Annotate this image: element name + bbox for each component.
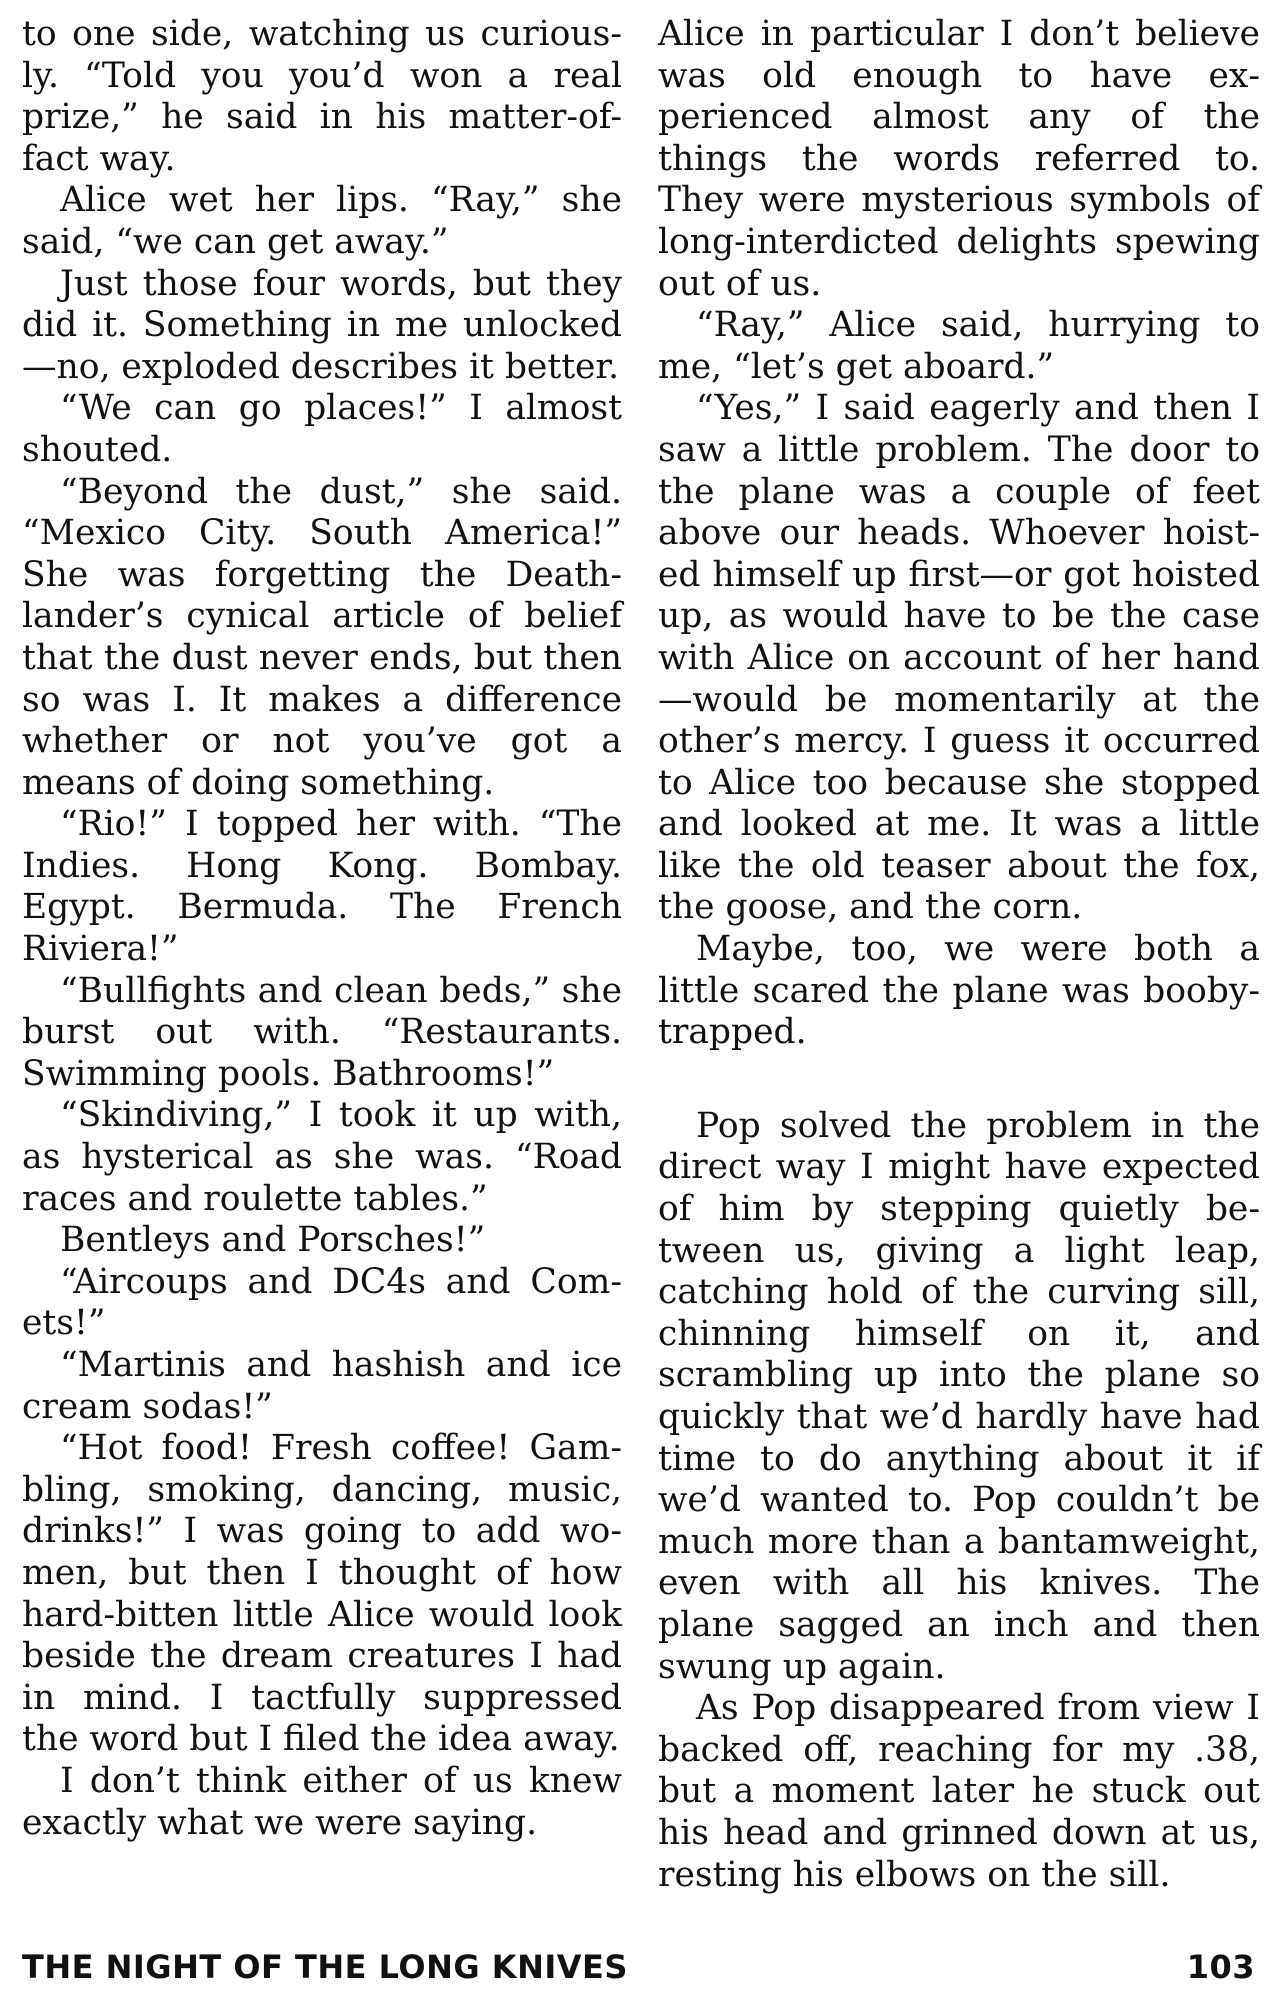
paragraph: Just those four words, but they did it. Something in me unlocked —no, exploded describes it better.: [22, 263, 622, 387]
paragraph: Pop solved the problem in the direct way I might have expected of him by stepping quietly between us, giving a light leap, catching hold of the curving sill, chinning himself on it, and scrambling up into the plane so quickly that we’d hardly have had time to do anything about it if we’d wanted to. Pop couldn’t be much more than a bantamweight, even with all his knives. The plane sagged an inch and then swung up again.: [658, 1105, 1260, 1687]
running-title: THE NIGHT OF THE LONG KNIVES: [22, 1948, 628, 1986]
paragraph: Alice in particular I don’t believe was old enough to have experienced almost any of the things the words referred to. They were mysterious symbols of long-interdicted delights spewing out of us.: [658, 14, 1260, 304]
paragraph: “Hot food! Fresh coffee! Gambling, smoking, dancing, music, drinks!” I was going to add women, but then I thought of how hard-bitten little Alice would look beside the dream creatures I had in mind. I tactfully suppressed the word but I filed the idea away.: [22, 1428, 622, 1760]
right-column: [658, 14, 1260, 1896]
paragraph: As Pop disappeared from view I backed off, reaching for my .38, but a moment later he stuck out his head and grinned down at us, resting his elbows on the sill.: [658, 1688, 1260, 1895]
paragraph: to one side, watching us curiously. “Told you you’d won a real prize,” he said in his matter-of-fact way.: [22, 14, 622, 179]
page-number: 103: [1186, 1948, 1255, 1986]
left-column: [22, 14, 622, 1844]
paragraph: Bentleys and Porsches!”: [60, 1220, 486, 1261]
paragraph: Maybe, too, we were both a little scared the plane was booby-trapped.: [658, 929, 1260, 1053]
paragraph: “Skindiving,” I took it up with, as hysterical as she was. “Road races and roulette tables.”: [22, 1095, 622, 1219]
paragraph: “Beyond the dust,” she said. “Mexico City. South America!” She was forgetting the Deathlander’s cynical article of belief that the dust never ends, but then so was I. It makes a difference whether or not you’ve got a means of doing something.: [22, 471, 622, 803]
paragraph: “Yes,” I said eagerly and then I saw a little problem. The door to the plane was a couple of feet above our heads. Whoever hoisted himself up first—or got hoisted up, as would have to be the case with Alice on account of her hand—would be momentarily at the other’s mercy. I guess it occurred to Alice too because she stopped and looked at me. It was a little like the old teaser about the fox, the goose, and the corn.: [658, 388, 1260, 928]
paragraph: “Bullfights and clean beds,” she burst out with. “Restaurants. Swimming pools. Bathrooms!”: [22, 970, 622, 1094]
paragraph: “Aircoups and DC4s and Comets!”: [22, 1261, 622, 1344]
paragraph: Alice wet her lips. “Ray,” she said, “we can get away.”: [22, 180, 622, 262]
paragraph: “Martinis and hashish and ice cream sodas!”: [22, 1345, 622, 1427]
paragraph: “We can go places!” I almost shouted.: [22, 388, 622, 470]
paragraph: “Ray,” Alice said, hurrying to me, “let’s get aboard.”: [658, 305, 1260, 387]
paragraph: “Rio!” I topped her with. “The Indies. Hong Kong. Bombay. Egypt. Bermuda. The French Riviera!”: [22, 804, 622, 970]
paragraph: I don’t think either of us knew exactly what we were saying.: [22, 1760, 622, 1843]
page-footer: [22, 1948, 1255, 1986]
